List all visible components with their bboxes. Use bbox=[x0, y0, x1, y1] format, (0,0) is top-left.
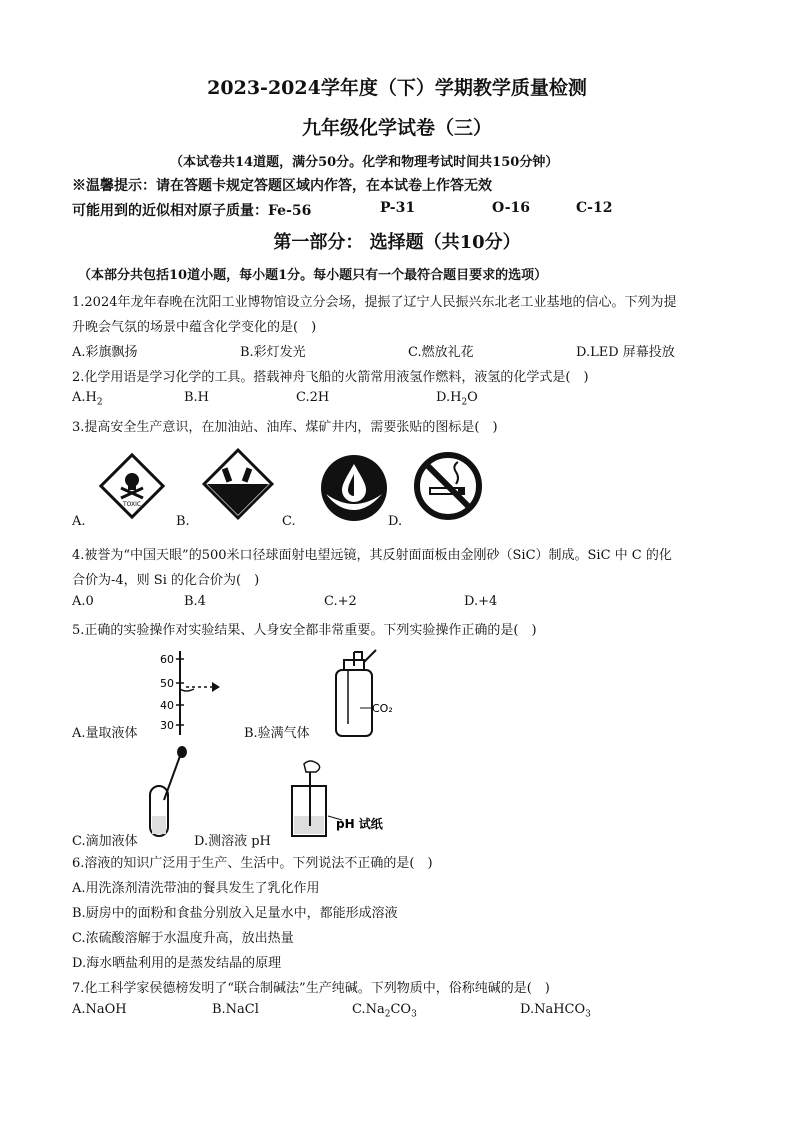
q7-option-c: $C.Na_2CO_3$ bbox=[352, 1002, 417, 1020]
ph-test-diagram bbox=[288, 760, 388, 840]
corrosive-sign-icon bbox=[198, 448, 278, 524]
q4-stem-line2: 合价为-4，则 Si 的化合价为( ) bbox=[72, 573, 260, 588]
q6-option-c: C.浓硫酸溶解于水温度升高，放出热量 bbox=[72, 931, 294, 946]
q6-stem: 6.溶液的知识广泛用于生产、生活中。下列说法不正确的是( ) bbox=[72, 856, 433, 871]
q6-option-d: D.海水晒盐利用的是蒸发结晶的原理 bbox=[72, 956, 282, 971]
section-description: （本部分共包括10道小题，每小题1分。每小题只有一个最符合题目要求的选项） bbox=[78, 268, 548, 283]
q3-stem: 3.提高安全生产意识，在加油站、油库、煤矿井内，需要张贴的图标是( ) bbox=[72, 420, 498, 435]
q7-option-d: D.NaHCO$_3$ bbox=[520, 1002, 591, 1020]
atomic-mass-label: 可能用到的近似相对原子质量：Fe-56 bbox=[72, 203, 312, 219]
toxic-sign-icon bbox=[96, 450, 168, 522]
q4-option-c: C.+2 bbox=[324, 594, 357, 609]
q5-option-d: D.测溶液 pH bbox=[194, 834, 271, 849]
q1-option-c: C.燃放礼花 bbox=[408, 345, 474, 360]
q7-option-a: A.NaOH bbox=[72, 1002, 127, 1017]
q5-stem: 5.正确的实验操作对实验结果、人身安全都非常重要。下列实验操作正确的是( ) bbox=[72, 623, 537, 638]
q3-option-a: A. bbox=[72, 514, 86, 529]
tick-50: 50 bbox=[160, 677, 174, 690]
atomic-mass-c: C-12 bbox=[576, 200, 613, 216]
q6-option-b: B.厨房中的面粉和食盐分别放入足量水中，都能形成溶液 bbox=[72, 906, 398, 921]
q1-option-b: B.彩灯发光 bbox=[240, 345, 306, 360]
q6-option-a: A.用洗涤剂清洗带油的餐具发生了乳化作用 bbox=[72, 881, 320, 896]
exam-note: （本试卷共14道题，满分50分。化学和物理考试时间共150分钟） bbox=[170, 155, 559, 170]
q5-option-a: A.量取液体 bbox=[72, 726, 138, 741]
q5-option-b: B.验满气体 bbox=[244, 726, 310, 741]
gas-bottle-diagram bbox=[324, 648, 404, 740]
q5-option-c: C.滴加液体 bbox=[72, 834, 138, 849]
tick-30: 30 bbox=[160, 719, 174, 732]
q7-stem: 7.化工科学家侯德榜发明了“联合制碱法”生产纯碱。下列物质中，俗称纯碱的是( ) bbox=[72, 981, 550, 996]
exam-title: 2023-2024学年度（下）学期教学质量检测 bbox=[207, 77, 587, 99]
q2-option-a: $A.H_2$ bbox=[72, 390, 103, 408]
tick-40: 40 bbox=[160, 699, 174, 712]
q2-option-d: $D.H_2O$ bbox=[436, 390, 478, 408]
tick-60: 60 bbox=[160, 653, 174, 666]
exam-subtitle: 九年级化学试卷（三） bbox=[301, 117, 492, 139]
measuring-cylinder-diagram bbox=[150, 645, 230, 737]
co2-label: CO₂ bbox=[372, 702, 393, 715]
water-saving-sign-icon bbox=[318, 452, 390, 524]
q2-stem: 2.化学用语是学习化学的工具。搭载神舟飞船的火箭常用液氢作燃料，液氢的化学式是( ) bbox=[72, 370, 589, 385]
section-title: 第一部分： 选择题（共10分） bbox=[273, 232, 521, 253]
no-smoking-sign-icon bbox=[412, 450, 484, 522]
exam-tip: ※温馨提示：请在答题卡规定答题区域内作答，在本试卷上作答无效 bbox=[72, 178, 492, 194]
q1-option-a: A.彩旗飘扬 bbox=[72, 345, 138, 360]
q4-option-b: B.4 bbox=[184, 594, 206, 609]
atomic-mass-p: P-31 bbox=[380, 200, 416, 216]
q2-option-b: B.H bbox=[184, 390, 210, 405]
q7-option-b: B.NaCl bbox=[212, 1002, 259, 1017]
q3-option-b: B. bbox=[176, 514, 190, 529]
q1-stem-line1: 1.2024年龙年春晚在沈阳工业博物馆设立分会场，提振了辽宁人民振兴东北老工业基地的信心。下列为提 bbox=[72, 295, 677, 310]
q3-option-d: D. bbox=[388, 514, 403, 529]
ph-paper-label: pH 试纸 bbox=[336, 817, 383, 831]
q4-stem-line1: 4.被誉为“中国天眼”的500米口径球面射电望远镜，其反射面面板由金刚砂（SiC）制成。SiC 中 C 的化 bbox=[72, 548, 672, 563]
q1-option-d: D.LED 屏幕投放 bbox=[576, 345, 675, 360]
atomic-mass-o: O-16 bbox=[492, 200, 531, 216]
q4-option-d: D.+4 bbox=[464, 594, 498, 609]
toxic-label: TOXIC bbox=[122, 501, 142, 508]
q2-option-c: C.2H bbox=[296, 390, 330, 405]
dropper-test-tube-diagram bbox=[144, 746, 194, 840]
q4-option-a: A.0 bbox=[72, 594, 94, 609]
q3-option-c: C. bbox=[282, 514, 296, 529]
q1-stem-line2: 升晚会气氛的场景中蕴含化学变化的是( ) bbox=[72, 320, 317, 335]
